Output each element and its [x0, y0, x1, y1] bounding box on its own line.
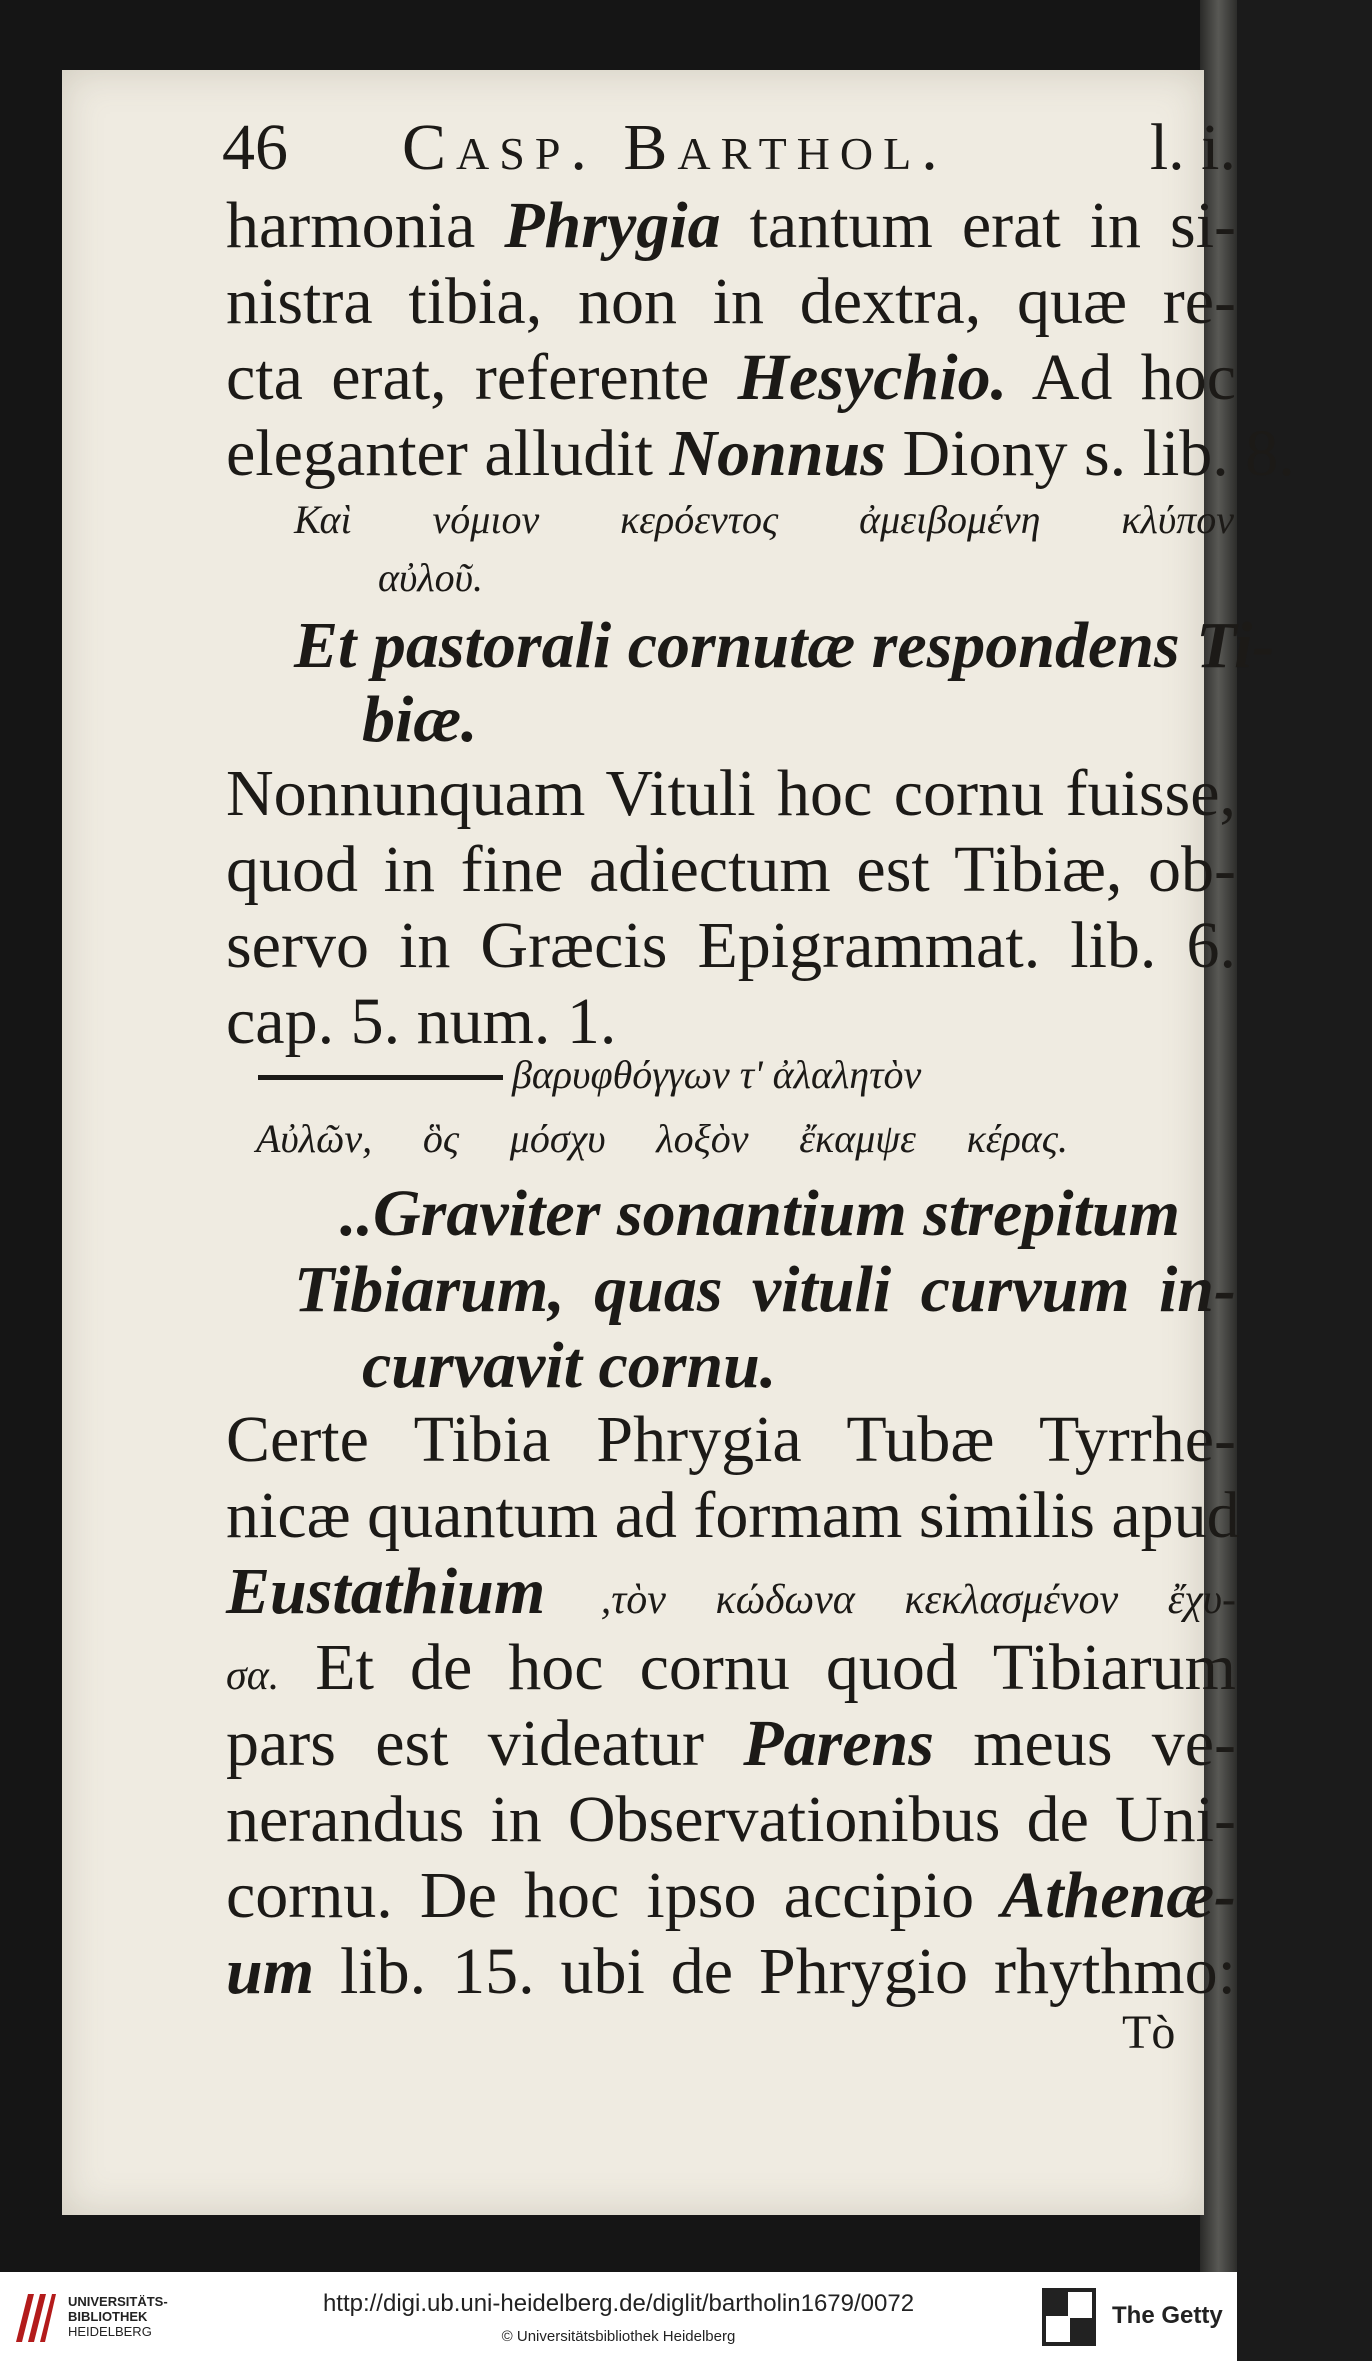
- page-header: [222, 108, 1236, 188]
- quote-dash: [258, 1075, 503, 1080]
- university-library-name: UNIVERSITÄTS- BIBLIOTHEK HEIDELBERG: [68, 2294, 168, 2339]
- catchword: Tò: [1122, 2006, 1176, 2059]
- text-line: Certe Tibia Phrygia Tubæ Tyrrhe-: [226, 1403, 1236, 1476]
- greek-quote: αὐλοῦ.: [378, 555, 484, 600]
- greek-quote: Καὶ νόμιον κερόεντος ἀμειβομένη κλύπον: [294, 497, 1234, 542]
- greek-quote: βαρυφθόγγων τ' ἀλαλητὸν: [512, 1052, 922, 1097]
- text-line: cornu. De hoc ipso accipio Athenæ-: [226, 1859, 1236, 1932]
- latin-translation: Tibiarum, quas vituli curvum in-: [294, 1253, 1236, 1326]
- copyright-notice: © Universitätsbibliothek Heidelberg: [501, 2328, 736, 2345]
- latin-translation: ..Graviter sonantium strepitum: [340, 1177, 1180, 1250]
- latin-translation: biæ.: [362, 683, 478, 756]
- latin-translation: Et pastorali cornutæ respondens Ti-: [294, 609, 1275, 682]
- text-line: eleganter alludit Nonnus Diony s. lib. 8.: [226, 417, 1295, 490]
- getty-logo-icon: [1040, 2286, 1098, 2348]
- partner-name: The Getty: [1112, 2302, 1223, 2329]
- text-line: Nonnunquam Vituli hoc cornu fuisse,: [226, 757, 1236, 830]
- text-line: servo in Græcis Epigrammat. lib. 6.: [226, 909, 1236, 982]
- page-number: 46: [222, 111, 288, 184]
- text-line: pars est videatur Parens meus ve-: [226, 1707, 1237, 1780]
- book-reference: l. i.: [1149, 111, 1236, 184]
- text-line: nistra tibia, non in dextra, quæ re-: [226, 265, 1236, 338]
- text-line: σα. Et de hoc cornu quod Tibiarum: [226, 1631, 1236, 1704]
- text-line: um lib. 15. ubi de Phrygio rhythmo:: [226, 1935, 1236, 2008]
- text-line: Eustathium ,τὸν κώδωνα κεκλασμένον ἔχυ-: [226, 1555, 1236, 1628]
- permalink[interactable]: http://digi.ub.uni-heidelberg.de/diglit/bartholin1679/0072: [322, 2290, 915, 2317]
- latin-translation: curvavit cornu.: [362, 1329, 777, 1402]
- greek-quote: Αὐλῶν, ὃς μόσχυ λοξὸν ἔκαμψε κέρας.: [256, 1116, 1068, 1161]
- book-page: [62, 70, 1295, 2215]
- viewer-footer: [0, 2272, 1237, 2361]
- text-line: harmonia Phrygia tantum erat in si-: [226, 189, 1237, 262]
- text-line: cta erat, referente Hesychio. Ad hoc: [226, 341, 1237, 414]
- text-line: nerandus in Observationibus de Uni-: [226, 1783, 1236, 1856]
- text-line: nicæ quantum ad formam similis apud: [226, 1479, 1240, 1552]
- running-title: Casp. Barthol.: [402, 111, 948, 184]
- text-line: cap. 5. num. 1.: [226, 985, 617, 1058]
- text-line: quod in fine adiectum est Tibiæ, ob-: [226, 833, 1236, 906]
